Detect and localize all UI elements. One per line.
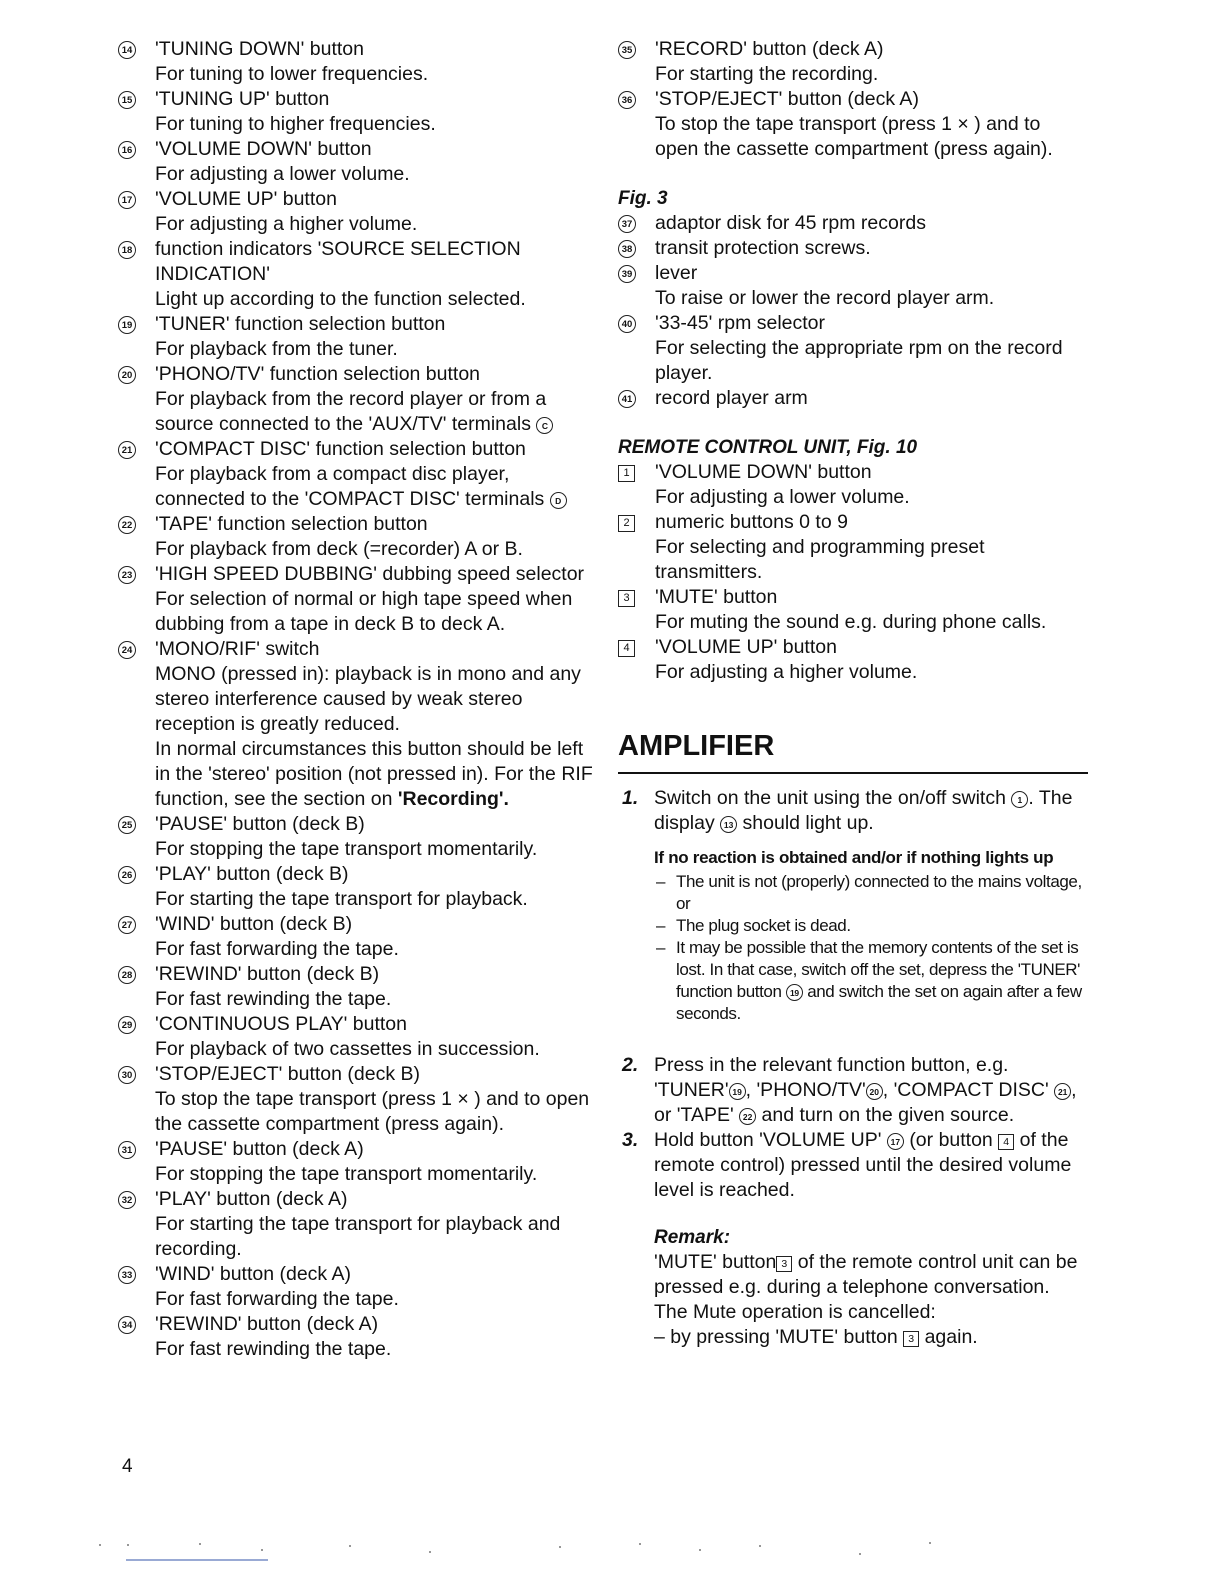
item-description: For stopping the tape transport momentarily. <box>155 1163 538 1185</box>
item-title: 'STOP/EJECT' button (deck A) <box>655 88 919 110</box>
item-title: 'STOP/EJECT' button (deck B) <box>155 1063 421 1085</box>
circled-number: 27 <box>118 916 136 934</box>
circled-number: 40 <box>618 315 636 333</box>
list-item <box>118 512 596 562</box>
list-item <box>118 312 596 362</box>
step-3: 3. Hold button 'VOLUME UP' 17 (or button 4 of the remote control) pressed until the desired volume level is reached. <box>622 1129 1072 1201</box>
square-number: 4 <box>618 640 635 657</box>
ref-circle: 1 <box>1011 791 1028 808</box>
item-title: 'VOLUME DOWN' button <box>155 138 372 160</box>
list-item <box>118 437 596 512</box>
list-item <box>118 137 596 187</box>
item-description: For adjusting a lower volume. <box>155 163 410 185</box>
list-item <box>118 1312 596 1362</box>
list-item <box>118 637 596 812</box>
circled-number: 17 <box>118 191 136 209</box>
step-2: 2. Press in the relevant function button, e.g. 'TUNER' 19 , 'PHONO/TV' 20 , 'COMPACT DISC' 21 , or 'TAPE' 22 and turn on the given source. <box>622 1054 1077 1126</box>
item-title: 'WIND' button (deck B) <box>155 913 353 935</box>
item-description: For playback of two cassettes in succession. <box>155 1038 540 1060</box>
item-title: 'VOLUME UP' button <box>655 636 837 658</box>
item-title: adaptor disk for 45 rpm records <box>655 212 926 234</box>
item-title: 'PLAY' button (deck B) <box>155 863 349 885</box>
circled-number: 30 <box>118 1066 136 1084</box>
circled-number: 34 <box>118 1316 136 1334</box>
item-description: For tuning to lower frequencies. <box>155 63 429 85</box>
ref-circle: 19 <box>786 984 803 1001</box>
section-rule <box>618 772 1088 774</box>
remote-list <box>618 460 1088 685</box>
item-description: For adjusting a lower volume. <box>655 486 910 508</box>
item-description: To raise or lower the record player arm. <box>655 287 995 309</box>
item-title: 'COMPACT DISC' function selection button <box>155 438 526 460</box>
circled-number: 16 <box>118 141 136 159</box>
item-description: For selecting the appropriate rpm on the record player. <box>655 337 1063 384</box>
circled-number: 20 <box>118 366 136 384</box>
fig3-list <box>618 211 1088 411</box>
list-item <box>118 1062 596 1137</box>
warning-item: – It may be possible that the memory contents of the set is lost. In that case, switch off the set, depress the 'TUNER' function button 19 and switch the set on again after a few seconds. <box>656 938 1082 1023</box>
fig3-heading: Fig. 3 <box>618 188 668 209</box>
item-title: 'PLAY' button (deck A) <box>155 1188 348 1210</box>
item-title: 'WIND' button (deck A) <box>155 1263 352 1285</box>
warning-item: – The plug socket is dead. <box>656 916 851 935</box>
item-title: 'MONO/RIF' switch <box>155 638 320 660</box>
item-title: 'CONTINUOUS PLAY' button <box>155 1013 407 1035</box>
item-description: For fast rewinding the tape. <box>155 1338 392 1360</box>
item-title: 'REWIND' button (deck A) <box>155 1313 379 1335</box>
item-title: 'PAUSE' button (deck B) <box>155 813 365 835</box>
item-description: For adjusting a higher volume. <box>655 661 918 683</box>
item-description: For selecting and programming preset transmitters. <box>655 536 985 583</box>
amplifier-title: AMPLIFIER <box>618 730 775 762</box>
list-item <box>118 862 596 912</box>
item-description: For starting the tape transport for playback and recording. <box>155 1213 561 1260</box>
list-item <box>118 912 596 962</box>
list-item <box>618 37 1088 87</box>
step-1: 1. Switch on the unit using the on/off switch 1 . The display 13 should light up. <box>622 787 1073 834</box>
item-title: lever <box>655 262 698 284</box>
circled-number: 21 <box>118 441 136 459</box>
item-title: numeric buttons 0 to 9 <box>655 511 848 533</box>
circled-number: 33 <box>118 1266 136 1284</box>
item-title: '33-45' rpm selector <box>655 312 826 334</box>
item-title: 'VOLUME UP' button <box>155 188 337 210</box>
circled-number: 29 <box>118 1016 136 1034</box>
circled-number: 41 <box>618 390 636 408</box>
list-item <box>118 962 596 1012</box>
item-description: For selection of normal or high tape speed when dubbing from a tape in deck B to deck A. <box>155 588 573 635</box>
left-column <box>118 37 596 1362</box>
item-description: Light up according to the function selected. <box>155 288 526 310</box>
item-title: 'TUNER' function selection button <box>155 313 446 335</box>
circled-number: 15 <box>118 91 136 109</box>
list-item <box>118 187 596 237</box>
circled-number: 39 <box>618 265 636 283</box>
remark-text: 'MUTE' button 3 of the remote control unit can be pressed e.g. during a telephone conversation. <box>654 1251 1078 1298</box>
ref-circle: D <box>550 492 567 509</box>
list-item <box>118 1187 596 1262</box>
item-description: For muting the sound e.g. during phone calls. <box>655 611 1047 633</box>
list-item <box>118 37 596 87</box>
warning-item: – The unit is not (properly) connected to the mains voltage, or <box>656 872 1082 913</box>
list-item <box>118 562 596 637</box>
item-title: 'REWIND' button (deck B) <box>155 963 380 985</box>
item-description: For playback from the record player or from a source connected to the 'AUX/TV' terminals C <box>155 387 596 437</box>
circled-number: 26 <box>118 866 136 884</box>
square-number: 2 <box>618 515 635 532</box>
item-description: For starting the tape transport for playback. <box>155 888 528 910</box>
item-description: For tuning to higher frequencies. <box>155 113 436 135</box>
square-number: 3 <box>618 590 635 607</box>
list-item <box>118 812 596 862</box>
list-item <box>118 362 596 437</box>
item-description: For playback from a compact disc player, connected to the 'COMPACT DISC' terminals D <box>155 462 596 512</box>
item-title: 'TAPE' function selection button <box>155 513 428 535</box>
ref-circle: 13 <box>720 816 737 833</box>
list-item <box>618 510 1088 585</box>
item-description: For fast forwarding the tape. <box>155 938 399 960</box>
item-description: For playback from the tuner. <box>155 338 398 360</box>
list-item <box>618 386 1088 411</box>
cancel-line: The Mute operation is cancelled: <box>654 1301 936 1323</box>
list-item <box>618 585 1088 635</box>
list-item <box>618 261 1088 311</box>
scan-artifacts <box>0 1540 1224 1580</box>
item-title: record player arm <box>655 387 808 409</box>
cancel-detail: – by pressing 'MUTE' button 3 again. <box>654 1326 978 1348</box>
list-item <box>118 237 596 312</box>
item-title: 'PHONO/TV' function selection button <box>155 363 481 385</box>
circled-number: 28 <box>118 966 136 984</box>
item-title: 'TUNING UP' button <box>155 88 330 110</box>
circled-number: 14 <box>118 41 136 59</box>
circled-number: 19 <box>118 316 136 334</box>
circled-number: 25 <box>118 816 136 834</box>
item-title: transit protection screws. <box>655 237 871 259</box>
remark-heading: Remark: <box>654 1227 731 1248</box>
circled-number: 23 <box>118 566 136 584</box>
circled-number: 24 <box>118 641 136 659</box>
circled-number: 22 <box>118 516 136 534</box>
item-description: In normal circumstances this button should be left in the 'stereo' position (not pressed in). For the RIF function, see the section on 'Recording'. <box>155 738 593 810</box>
list-item <box>118 1137 596 1187</box>
item-description: To stop the tape transport (press 1 × ) and to open the cassette compartment (press again). <box>655 113 1053 160</box>
item-description: For adjusting a higher volume. <box>155 213 418 235</box>
item-description: For fast rewinding the tape. <box>155 988 392 1010</box>
circled-number: 38 <box>618 240 636 258</box>
item-title: 'PAUSE' button (deck A) <box>155 1138 364 1160</box>
item-title: 'HIGH SPEED DUBBING' dubbing speed selector <box>155 563 585 585</box>
circled-number: 31 <box>118 1141 136 1159</box>
deck-a-list <box>618 37 1088 162</box>
list-item <box>618 236 1088 261</box>
list-item <box>618 635 1088 685</box>
circled-number: 35 <box>618 41 636 59</box>
step-number: 1. <box>622 787 639 809</box>
remote-heading: REMOTE CONTROL UNIT, Fig. 10 <box>618 437 918 458</box>
page-number: 4 <box>122 1456 133 1477</box>
list-item <box>618 87 1088 162</box>
circled-number: 32 <box>118 1191 136 1209</box>
list-item <box>118 87 596 137</box>
item-title: 'MUTE' button <box>655 586 778 608</box>
item-description: For fast forwarding the tape. <box>155 1288 399 1310</box>
square-number: 1 <box>618 465 635 482</box>
item-title: function indicators 'SOURCE SELECTION INDICATION' <box>155 238 521 285</box>
right-column <box>618 37 1088 1350</box>
item-title: 'TUNING DOWN' button <box>155 38 364 60</box>
list-item <box>118 1262 596 1312</box>
list-item <box>618 460 1088 510</box>
circled-number: 36 <box>618 91 636 109</box>
ref-circle: C <box>536 417 553 434</box>
item-description: For playback from deck (=recorder) A or B. <box>155 538 523 560</box>
list-item <box>618 311 1088 386</box>
warning-heading: If no reaction is obtained and/or if nothing lights up <box>654 848 1054 867</box>
item-description: MONO (pressed in): playback is in mono and any stereo interference caused by weak stereo reception is greatly reduced. <box>155 663 581 735</box>
list-item <box>118 1012 596 1062</box>
item-title: 'RECORD' button (deck A) <box>655 38 884 60</box>
item-description: For stopping the tape transport momentarily. <box>155 838 538 860</box>
circled-number: 18 <box>118 241 136 259</box>
circled-number: 37 <box>618 215 636 233</box>
item-description: To stop the tape transport (press 1 × ) and to open the cassette compartment (press again). <box>155 1088 590 1135</box>
item-description: For starting the recording. <box>655 63 879 85</box>
item-title: 'VOLUME DOWN' button <box>655 461 872 483</box>
list-item <box>618 211 1088 236</box>
